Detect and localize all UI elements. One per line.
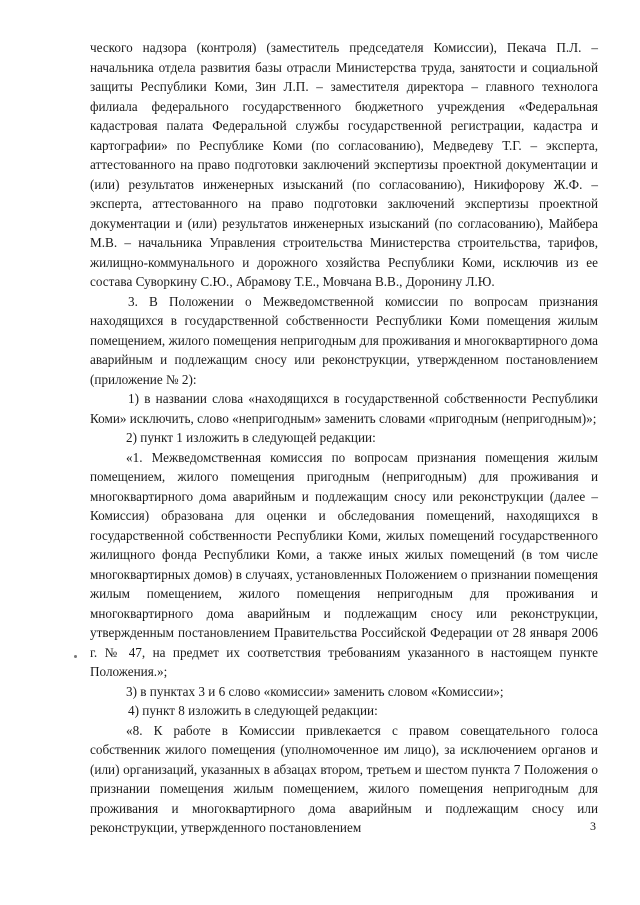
paragraph-item-3: 3. В Положении о Межведомственной комиссии по вопросам признания находящихся в государственной собственности Республики Коми помещения жилым помещением, жилого помещения непригодным для проживания и многоквартирного дома аварийным и подлежащим сносу или реконструкции, утвержденном постановлением (приложение № 2): <box>90 293 598 387</box>
paragraph-subitem-3: 3) в пунктах 3 и 6 слово «комиссии» заменить словом «Комиссии»; <box>126 683 504 699</box>
document-body <box>90 38 598 838</box>
paragraph-subitem-4: 4) пункт 8 изложить в следующей редакции: <box>128 703 378 718</box>
paragraph-continuation: ческого надзора (контроля) (заместитель председателя Комиссии), Пекача П.Л. – начальника отдела развития базы отрасли Министерства труда, занятости и социальной защиты Республики Коми, Зин Л.П. – заместителя директора – главного технолога филиала федерального государственного бюджетного учреждения «Федеральная кадастровая палата Федеральной службы государственной регистрации, кадастра и картографии» по Республике Коми (по согласованию), Медведеву Т.Г. – эксперта, аттестованного на право подготовки заключений экспертизы проектной документации и (или) результатов инженерных изысканий (по согласованию), Никифорову Ж.Ф. – эксперта, аттестованного на право подготовки заключений экспертизы проектной документации и (или) результатов инженерных изысканий (по согласованию), Майбера М.В. – начальника Управления строительства Министерства строительства, тарифов, жилищно-коммунального и дорожного хозяйства Республики Коми, исключив из ее состава Суворкину С.Ю., Абрамову Т.Е., Мовчана В.В., Доронину Л.Ю. <box>90 40 598 289</box>
paragraph-subitem-2: 2) пункт 1 изложить в следующей редакции: <box>126 430 376 445</box>
paragraph-quoted-point-1: «1. Межведомственная комиссия по вопросам признания помещения жилым помещением, жилого помещения пригодным (непригодным) для проживания и многоквартирного дома аварийным и подлежащим сносу или реконструкции (далее – Комиссия) образована для оценки и обследования помещений, находящихся в государственной собственности Республики Коми, жилых помещений государственного жилищного фонда Республики Коми, а также иных жилых помещений (в том числе многоквартирных домов) в случаях, установленных Положением о признании помещения жилым помещением, жилого помещения непригодным для проживания и многоквартирного дома аварийным и подлежащим сносу или реконструкции, утвержденным постановлением Правительства Российской Федерации от 28 января 2006 г. № 47, на предмет их соответствия требованиям указанного в настоящем пункте Положения.»; <box>90 449 598 679</box>
page-number: 3 <box>590 819 596 833</box>
margin-dot-mark <box>74 655 77 658</box>
paragraph-quoted-point-8: «8. К работе в Комиссии привлекается с правом совещательного голоса собственник жилого помещения (уполномоченное им лицо), за исключением органов и (или) организаций, указанных в абзацах втором, третьем и шестом пункта 7 Положения о признании помещения жилым помещением, жилого помещения непригодным для проживания и многоквартирного дома аварийным и подлежащим сносу или реконструкции, утвержденного постановлением <box>90 722 598 835</box>
paragraph-subitem-1: 1) в названии слова «находящихся в государственной собственности Республики Коми» исключить, слово «непригодным» заменить словами «пригодным (непригодным)»; <box>90 391 598 426</box>
